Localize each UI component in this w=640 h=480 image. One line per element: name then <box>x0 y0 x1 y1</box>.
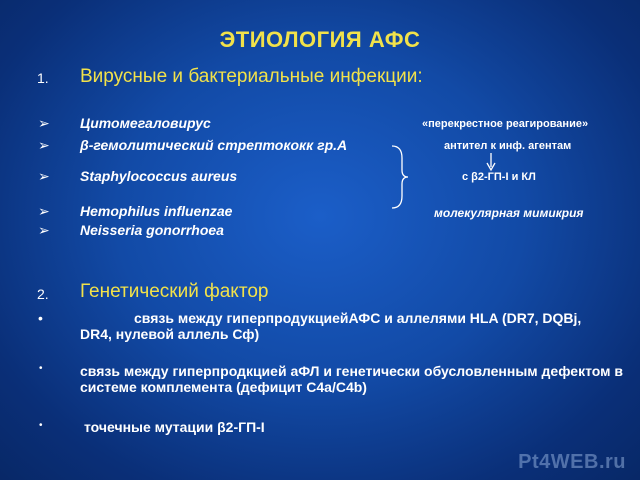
arrow-bullet-icon: ➢ <box>38 168 50 184</box>
curly-brace-icon <box>390 144 410 210</box>
genetic-point: связь между гиперпродкцией аФЛ и генетически обусловленным дефектом в системе комплемента (дефицит C4a/C4b) <box>80 363 623 395</box>
arrow-bullet-icon: ➢ <box>38 137 50 153</box>
note-antibodies: антител к инф. агентам <box>444 140 572 152</box>
section2-number: 2. <box>37 286 49 302</box>
note-cross-reactivity: «перекрестное реагирование» <box>422 118 589 130</box>
arrow-bullet-icon: ➢ <box>38 222 50 238</box>
pathogen-item: Hemophilus influenzae <box>80 203 233 219</box>
section2-heading: Генетический фактор <box>80 281 269 302</box>
dot-bullet-icon: • <box>39 420 43 431</box>
dot-bullet-icon: • <box>38 310 43 326</box>
note-molecular-mimicry: молекулярная мимикрия <box>434 206 584 220</box>
down-arrow-icon <box>486 152 496 172</box>
genetic-point: точечные мутации β2-ГП-I <box>84 419 265 435</box>
section1-heading: Вирусные и бактериальные инфекции: <box>80 66 423 87</box>
arrow-bullet-icon: ➢ <box>38 115 50 131</box>
pathogen-item: Staphylococcus aureus <box>80 168 238 184</box>
genetic-point: связь между гиперпродукциейАФС и аллелями HLA (DR7, DQBj, DR4, нулевой аллель Сф) <box>80 310 582 342</box>
pathogen-item: Цитомегаловирус <box>80 115 211 131</box>
note-b2gp: с β2-ГП-I и КЛ <box>462 171 536 183</box>
section1-number: 1. <box>37 70 49 86</box>
dot-bullet-icon: • <box>39 363 43 374</box>
watermark-logo: Pt4WEB.ru <box>518 451 626 473</box>
pathogen-item: β-гемолитический стрептококк гр.А <box>80 137 348 153</box>
arrow-bullet-icon: ➢ <box>38 203 50 219</box>
slide-title: ЭТИОЛОГИЯ АФС <box>219 27 421 52</box>
pathogen-item: Neisseria gonorrhoea <box>80 222 224 238</box>
